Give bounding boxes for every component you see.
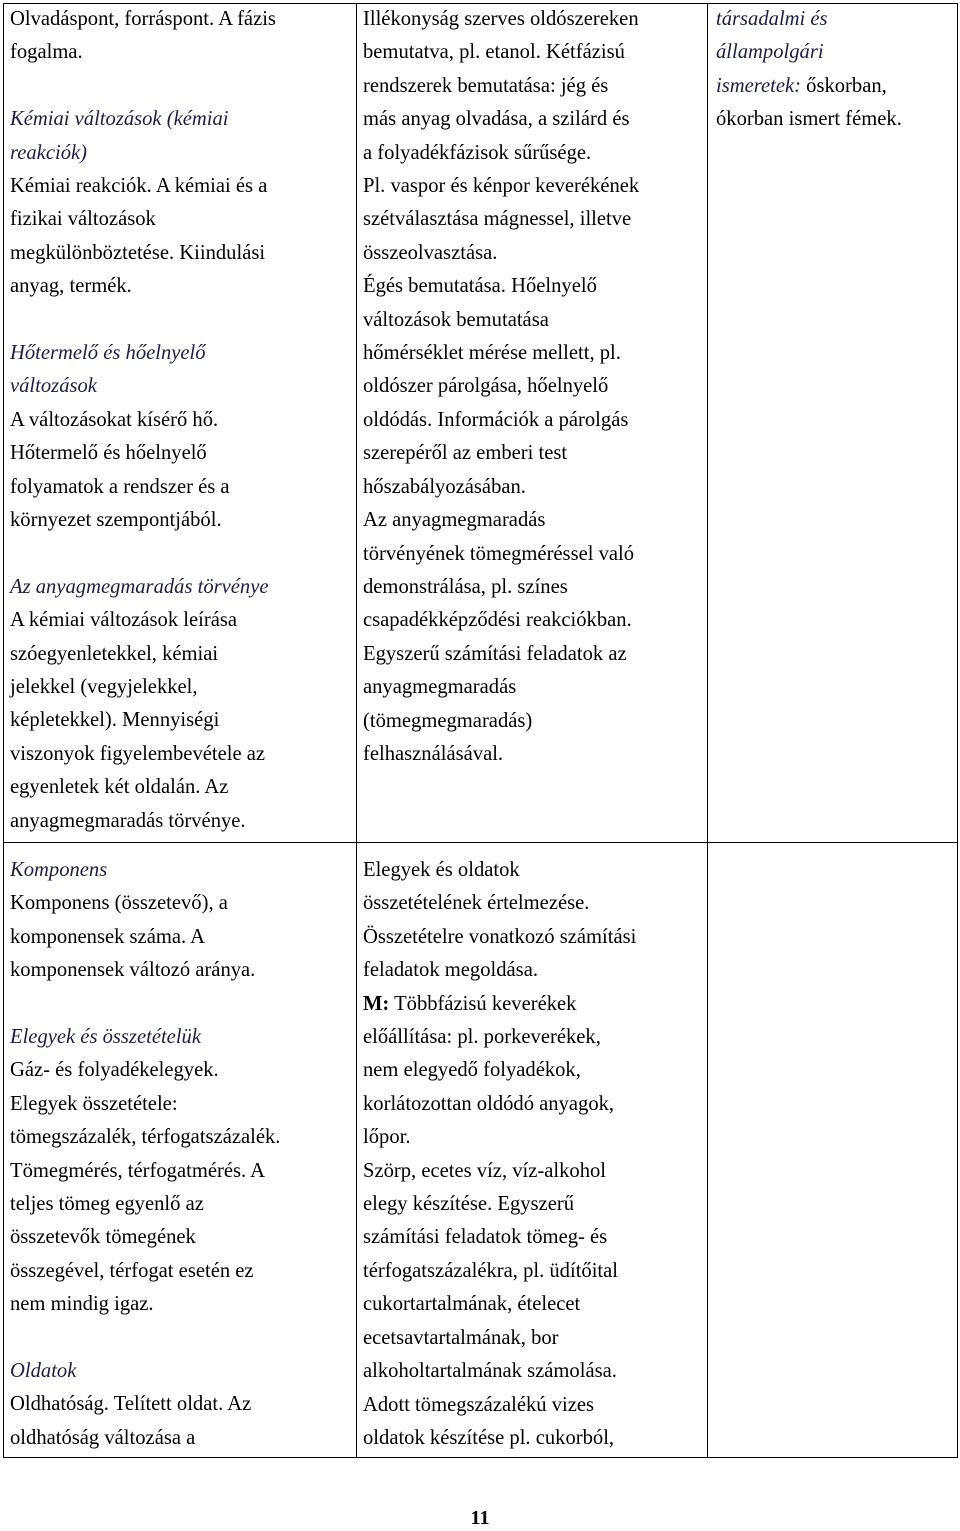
text-line: A kémiai változások leírása [10, 609, 238, 632]
text-line: nem elegyedő folyadékok, [363, 1059, 581, 1082]
text-line: rendszerek bemutatása: jég és [363, 74, 609, 97]
text-line: csapadékképződési reakciókban. [363, 609, 632, 632]
table-border-bottom [3, 1457, 958, 1458]
text-line: cukortartalmának, ételecet [363, 1293, 581, 1316]
text-line: komponensek változó aránya. [10, 959, 256, 982]
text-line: anyagmegmaradás törvénye. [10, 809, 246, 832]
text-line: Kémiai reakciók. A kémiai és a [10, 175, 268, 198]
row2-topics-cell [10, 854, 280, 1455]
text-line: jelekkel (vegyjelekkel, [10, 676, 198, 699]
text-line: (tömegmegmaradás) [363, 709, 533, 732]
text-line: Oldhatóság. Telített oldat. Az [10, 1393, 252, 1416]
text-line: a folyadékfázisok sűrűsége. [363, 141, 592, 164]
text-line: képletekkel). Mennyiségi [10, 709, 220, 732]
text-line: feladatok megoldása. [363, 959, 538, 982]
text-line: Égés bemutatása. Hőelnyelő [363, 275, 597, 298]
text-line: A változásokat kísérő hő. [10, 408, 219, 431]
text-line: Illékonyság szerves oldószereken [363, 8, 639, 30]
table-border-col1 [356, 3, 357, 1458]
text-line: anyag, termék. [10, 275, 132, 298]
paragraph-gap [10, 537, 276, 570]
text-line: folyamatok a rendszer és a [10, 475, 230, 498]
text-line: teljes tömeg egyenlő az [10, 1193, 204, 1216]
text-line: Pl. vaspor és kénpor keverékének [363, 175, 640, 198]
text-line: hőszabályozásában. [363, 475, 526, 498]
text-line: Elegyek és oldatok [363, 859, 520, 881]
text-line: Szörp, ecetes víz, víz-alkohol [363, 1159, 607, 1182]
paragraph-gap [10, 1322, 280, 1355]
text-line: oldószer párolgása, hőelnyelő [363, 375, 609, 398]
text-line: összetevők tömegének [10, 1226, 196, 1249]
text-line: szóegyenletekkel, kémiai [10, 642, 219, 665]
text-line: viszonyok figyelembevétele az [10, 742, 266, 765]
text-line: felhasználásával. [363, 742, 504, 765]
text-line: oldatok készítése pl. cukorból, [363, 1426, 615, 1449]
text-line: térfogatszázalékra, pl. üdítőital [363, 1259, 619, 1282]
text-line: demonstrálása, pl. színes [363, 575, 568, 598]
text-line: ókorban ismert fémek. [716, 108, 902, 131]
text-line: hőmérséklet mérése mellett, pl. [363, 342, 621, 365]
section-heading: reakciók) [10, 141, 87, 164]
text-line: fizikai változások [10, 208, 156, 231]
text-line: Az anyagmegmaradás [363, 509, 546, 532]
text-line: Egyszerű számítási feladatok az [363, 642, 627, 665]
table-border-col2 [707, 3, 708, 1458]
text-line: megkülönböztetése. Kiindulási [10, 241, 266, 264]
text-line: Gáz- és folyadékelegyek. [10, 1059, 219, 1082]
text-line: nem mindig igaz. [10, 1293, 154, 1316]
text-line: korlátozottan oldódó anyagok, [363, 1092, 615, 1115]
text-line: szerepéről az emberi test [363, 442, 568, 465]
section-heading: Az anyagmegmaradás törvénye [10, 575, 269, 598]
section-heading: Elegyek és összetételük [10, 1026, 201, 1049]
text-line: Hőtermelő és hőelnyelő [10, 442, 207, 465]
text-line: törvényének tömegméréssel való [363, 542, 635, 565]
row2-activities-cell [363, 854, 636, 1455]
row1-activities-cell [363, 3, 639, 771]
text-line: anyagmegmaradás [363, 676, 517, 699]
text-line: összegével, térfogat esetén ez [10, 1259, 254, 1282]
text-line: Adott tömegszázalékú vizes [363, 1393, 595, 1416]
text-line: összetételének értelmezése. [363, 892, 590, 915]
text-line: Tömegmérés, térfogatmérés. A [10, 1159, 266, 1182]
italic-heading-fragment: ismeretek: [716, 74, 801, 97]
section-heading: Komponens [10, 859, 108, 881]
text-line: bemutatva, pl. etanol. Kétfázisú [363, 41, 625, 64]
bold-marker: M: [363, 992, 390, 1015]
text-line: Komponens (összetevő), a [10, 892, 228, 915]
page-number: 11 [470, 1507, 490, 1529]
text-line: komponensek száma. A [10, 925, 206, 948]
table-border-right [957, 3, 958, 1458]
section-heading: Oldatok [10, 1360, 77, 1383]
text-line: elegy készítése. Egyszerű [363, 1193, 574, 1216]
text-line: Összetételre vonatkozó számítási [363, 925, 637, 948]
text-fragment: Többfázisú keverékek [389, 992, 577, 1015]
text-line: egyenletek két oldalán. Az [10, 776, 229, 799]
text-line: oldhatóság változása a [10, 1426, 196, 1449]
text-line: szétválasztása mágnessel, illetve [363, 208, 632, 231]
text-line [363, 988, 636, 1021]
text-line: oldódás. Információk a párolgás [363, 408, 629, 431]
text-line: Olvadáspont, forráspont. A fázis [10, 8, 276, 30]
section-heading: társadalmi és [716, 8, 828, 30]
text-line: lőpor. [363, 1126, 411, 1149]
text-line: alkoholtartalmának számolása. [363, 1360, 617, 1383]
paragraph-gap [10, 988, 280, 1021]
text-line: összeolvasztása. [363, 241, 498, 264]
paragraph-gap [10, 304, 276, 337]
paragraph-gap [10, 70, 276, 103]
text-line: más anyag olvadása, a szilárd és [363, 108, 630, 131]
text-fragment: őskorban, [801, 74, 887, 97]
row1-connections-cell [716, 3, 902, 137]
text-line: előállítása: pl. porkeverékek, [363, 1026, 601, 1049]
section-heading: állampolgári [716, 41, 824, 64]
section-heading: Hőtermelő és hőelnyelő [10, 342, 206, 365]
text-line: Elegyek összetétele: [10, 1092, 178, 1115]
text-line: számítási feladatok tömeg- és [363, 1226, 608, 1249]
text-line [716, 70, 902, 103]
text-line: tömegszázalék, térfogatszázalék. [10, 1126, 281, 1149]
text-line: ecetsavtartalmának, bor [363, 1326, 559, 1349]
text-line: változások bemutatása [363, 308, 549, 331]
section-heading: Kémiai változások (kémiai [10, 108, 229, 131]
row1-topics-cell [10, 3, 276, 838]
text-line: környezet szempontjából. [10, 509, 222, 532]
table-row-divider [3, 842, 958, 843]
text-line: fogalma. [10, 41, 83, 64]
section-heading: változások [10, 375, 97, 398]
